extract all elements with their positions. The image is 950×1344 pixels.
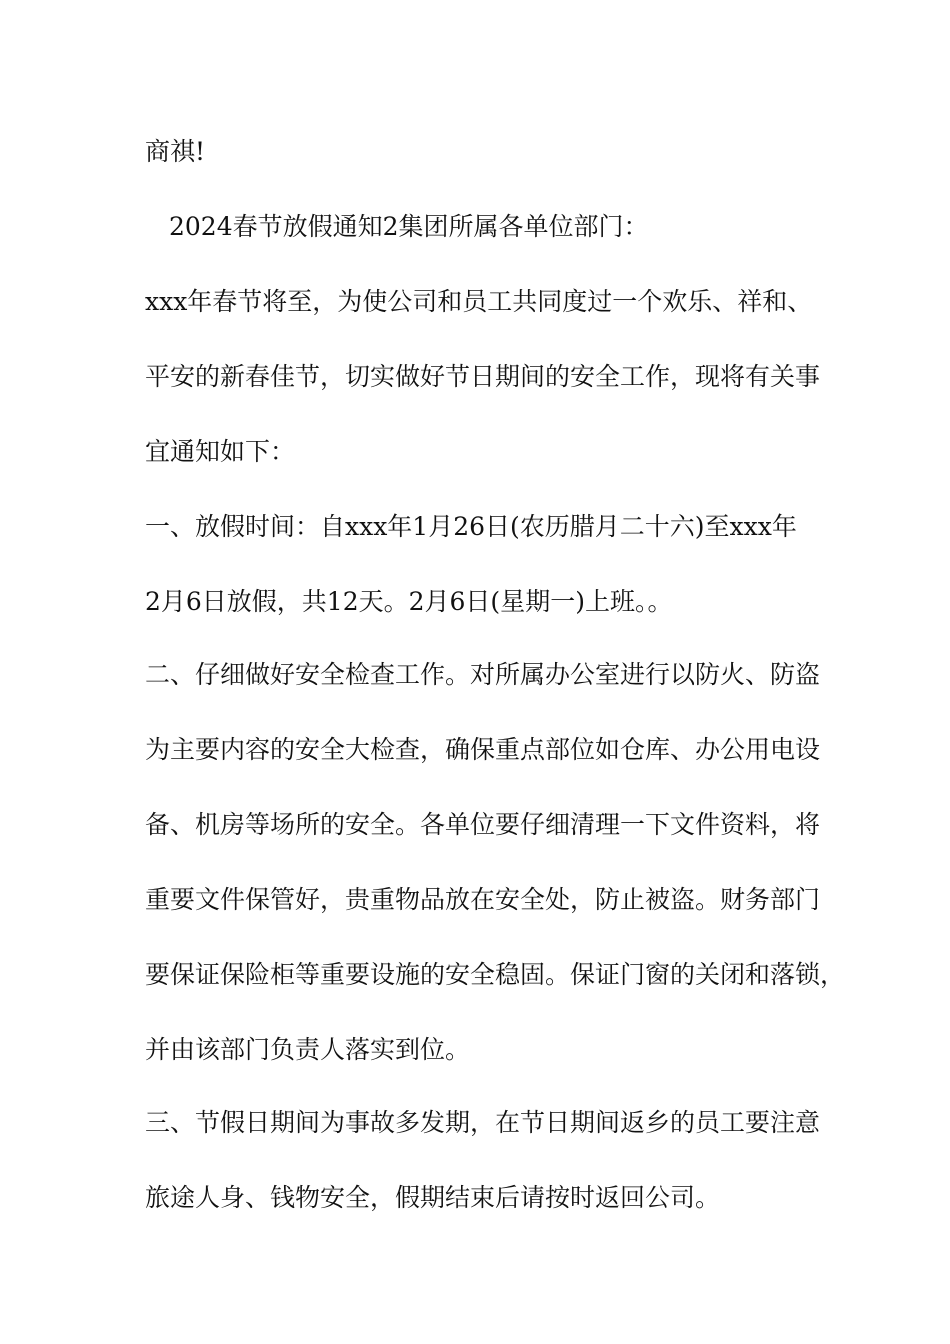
body-line-intro-2: 平安的新春佳节，切实做好节日期间的安全工作，现将有关事 (145, 362, 821, 391)
body-line-intro-1: xxx年春节将至，为使公司和员工共同度过一个欢乐、祥和、 (145, 287, 813, 316)
body-line-item2-5: 要保证保险柜等重要设施的安全稳固。保证门窗的关闭和落锁， (145, 960, 846, 989)
body-line-item2-6: 并由该部门负责人落实到位。 (145, 1035, 471, 1064)
body-line-item2-1: 二、仔细做好安全检查工作。对所属办公室进行以防火、防盗 (145, 660, 821, 689)
body-line-item2-4: 重要文件保管好，贵重物品放在安全处，防止被盗。财务部门 (145, 885, 821, 914)
body-line-item1-1: 一、放假时间：自xxx年1月26日(农历腊月二十六)至xxx年 (145, 512, 797, 541)
body-line-intro-3: 宜通知如下： (145, 437, 296, 466)
body-line-item3-1: 三、节假日期间为事故多发期，在节日期间返乡的员工要注意 (145, 1108, 821, 1137)
notice-heading: 2024春节放假通知2集团所属各单位部门： (169, 212, 649, 241)
closing-line: 商祺! (145, 137, 206, 166)
body-line-item3-2: 旅途人身、钱物安全，假期结束后请按时返回公司。 (145, 1183, 721, 1212)
body-line-item2-2: 为主要内容的安全大检查，确保重点部位如仓库、办公用电设 (145, 735, 821, 764)
body-line-item2-3: 备、机房等场所的安全。各单位要仔细清理一下文件资料，将 (145, 810, 821, 839)
body-line-item1-2: 2月6日放假，共12天。2月6日(星期一)上班。。 (145, 587, 673, 616)
